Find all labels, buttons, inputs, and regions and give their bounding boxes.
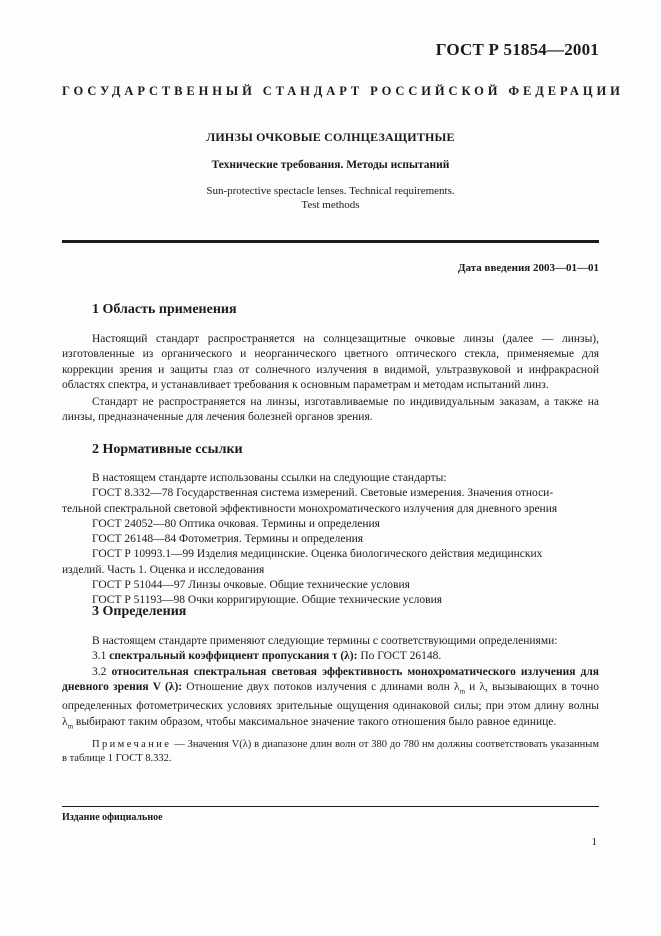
definition-3-1 bbox=[62, 649, 599, 664]
definition-term: относительная спектральная световая эффективность монохроматического излучения для дневного зрения V (λ): bbox=[62, 665, 599, 693]
reference-line: изделий. Часть 1. Оценка и исследования bbox=[62, 563, 265, 576]
title-en-line-1: Sun-protective spectacle lenses. Technical requirements. bbox=[206, 185, 455, 197]
references-list bbox=[62, 471, 599, 609]
reference-line: ГОСТ 24052—80 Оптика очковая. Термины и определения bbox=[92, 517, 380, 530]
definition-term: спектральный коэффициент пропускания τ (λ): bbox=[109, 650, 358, 663]
definition-number: 3.2 bbox=[92, 665, 107, 678]
section-2-heading: 2 Нормативные ссылки bbox=[92, 442, 243, 457]
definitions bbox=[62, 634, 599, 734]
state-standard-heading: ГОСУДАРСТВЕННЫЙ СТАНДАРТ РОССИЙСКОЙ ФЕДЕРАЦИИ bbox=[62, 84, 624, 98]
definition-number: 3.1 bbox=[92, 650, 107, 663]
note bbox=[62, 738, 599, 766]
lambda-subscript: m bbox=[67, 722, 74, 731]
page-number: 1 bbox=[591, 836, 597, 848]
subtitle-ru: Технические требования. Методы испытаний bbox=[211, 159, 450, 171]
reference-line: ГОСТ Р 10993.1—99 Изделия медицинские. Оценка биологического действия медицинских bbox=[92, 548, 543, 561]
section-1-heading: 1 Область применения bbox=[92, 302, 237, 317]
title-en bbox=[62, 184, 599, 212]
definition-text: Отношение двух потоков излучения с длинами волн λ bbox=[186, 680, 460, 693]
definitions-intro: В настоящем стандарте применяют следующие термины с соответствующими определениями: bbox=[92, 635, 558, 647]
references-intro: В настоящем стандарте использованы ссылки на следующие стандарты: bbox=[92, 472, 447, 484]
reference-line: ГОСТ Р 51193—98 Очки корригирующие. Общие технические условия bbox=[92, 594, 443, 607]
lambda-subscript: m bbox=[459, 687, 466, 696]
definition-text: и λ, вызывающих в точно определенных фотометрических условиях зрительные ощущения одинаковой силы; при этом длину волны λ bbox=[62, 680, 600, 728]
title-en-line-2: Test methods bbox=[301, 199, 360, 211]
intro-date: Дата введения 2003—01—01 bbox=[457, 262, 599, 274]
title-block bbox=[62, 130, 599, 212]
document-number: ГОСТ Р 51854—2001 bbox=[435, 40, 599, 59]
section-1-paragraph-1: Настоящий стандарт распространяется на солнцезащитные очковые линзы (далее — линзы), изготовленные из органического и неорганического цветного оптического стекла, применяемые для коррекции зрения и защиты глаз от солнечного излучения в видимой, ультразвуковой и инфракрасной областях спектра, и устанавливает требования к основным параметрам и методам испытаний линз. bbox=[62, 333, 599, 391]
section-3-heading: 3 Определения bbox=[92, 604, 187, 619]
note-text: — Значения V(λ) в диапазоне длин волн от 380 до 780 нм должны соответствовать указанным в таблице 1 ГОСТ 8.332. bbox=[62, 739, 599, 764]
reference-line: ГОСТ 8.332—78 Государственная система измерений. Световые измерения. Значения относи- bbox=[92, 487, 554, 500]
title-divider bbox=[62, 240, 599, 243]
edition-label: Издание официальное bbox=[62, 812, 163, 823]
reference-line: ГОСТ 26148—84 Фотометрия. Термины и определения bbox=[92, 533, 364, 546]
section-1-paragraph-2: Стандарт не распространяется на линзы, изготавливаемые по индивидуальным заказам, а также на линзы, предназначенные для лечения болезней органов зрения. bbox=[62, 396, 599, 424]
reference-line: ГОСТ Р 51044—97 Линзы очковые. Общие технические условия bbox=[92, 579, 410, 592]
definition-3-2 bbox=[62, 665, 599, 735]
title-ru: ЛИНЗЫ ОЧКОВЫЕ СОЛНЦЕЗАЩИТНЫЕ bbox=[206, 130, 455, 144]
note-label: Примечание bbox=[92, 739, 172, 750]
definition-text: выбирают таким образом, чтобы максимальное значение такого отношения было равное единице. bbox=[75, 715, 557, 728]
definition-text: По ГОСТ 26148. bbox=[360, 650, 442, 663]
footer-divider bbox=[62, 806, 599, 807]
reference-line: тельной спектральной световой эффективности монохроматического излучения для дневного зрения bbox=[62, 502, 558, 515]
